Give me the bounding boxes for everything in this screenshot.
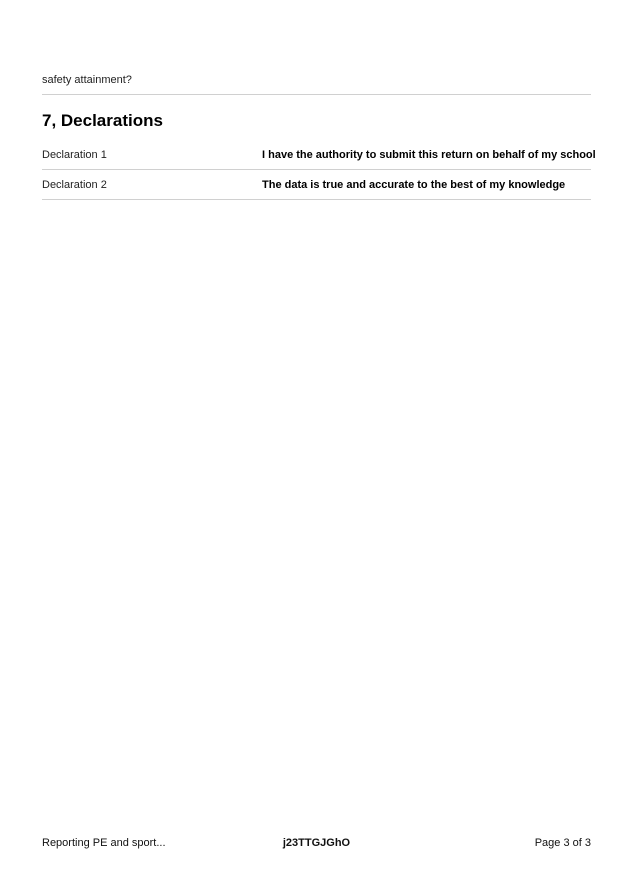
divider — [42, 94, 591, 95]
declarations-table — [42, 140, 596, 200]
declaration-value: I have the authority to submit this return on behalf of my school — [262, 149, 596, 161]
section-title: 7, Declarations — [42, 111, 163, 130]
footer-document-title: Reporting PE and sport... — [42, 837, 166, 849]
footer-reference-code: j23TTGJGhO — [282, 837, 351, 849]
declaration-label: Declaration 1 — [42, 149, 107, 161]
declaration-label: Declaration 2 — [42, 179, 107, 191]
declaration-row — [42, 170, 591, 200]
page-footer — [42, 836, 591, 850]
continued-question-text: safety attainment? — [42, 74, 132, 86]
declaration-row — [42, 140, 596, 170]
footer-page-number: Page 3 of 3 — [534, 837, 591, 849]
declaration-value: The data is true and accurate to the best of my knowledge — [262, 179, 566, 191]
